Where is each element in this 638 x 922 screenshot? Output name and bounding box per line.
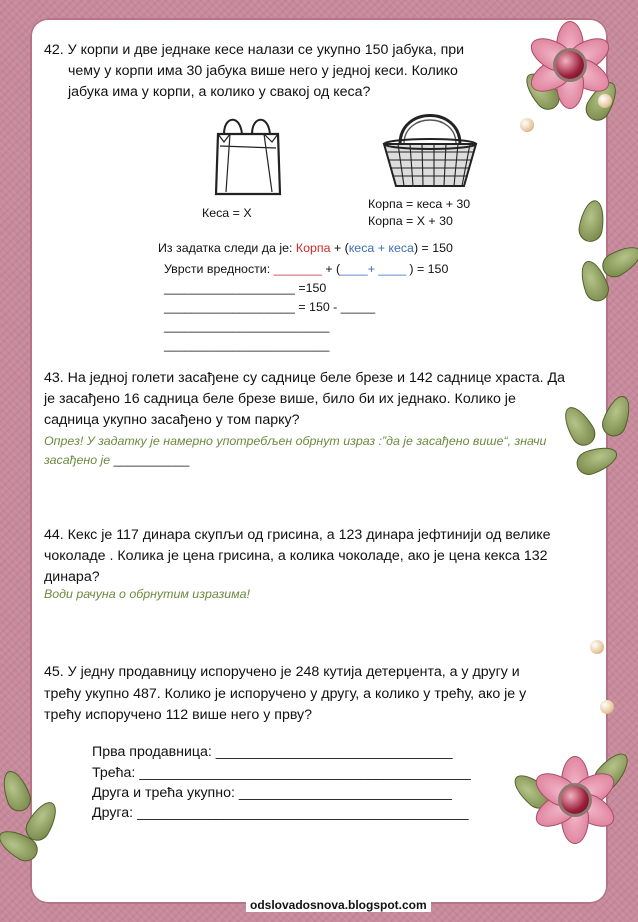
q45-row-second[interactable]: Друга: __________________________________________ bbox=[92, 805, 469, 821]
insert-plus2: + bbox=[367, 262, 379, 276]
q44-line3: динара? bbox=[44, 569, 100, 585]
q45-line2: трећу укупно 487. Колико је испоручено у другу, а колико у трећу, ако је у bbox=[44, 686, 527, 702]
bead-decoration bbox=[600, 700, 614, 714]
basket-label-1: Корпа = кеса + 30 bbox=[368, 197, 471, 211]
insert-blank-korpa[interactable]: _______ bbox=[273, 262, 322, 276]
q43-hint-line1: Опрез! У задатку је намерно употребљен обрнут израз :”да је засађено више“, значи bbox=[44, 434, 547, 448]
q45-line3: трећу испоручено 112 више него у прву? bbox=[44, 707, 313, 723]
q42-work-line3[interactable]: ________________________ bbox=[164, 319, 330, 333]
basket-label-2: Корпа = X + 30 bbox=[368, 214, 453, 228]
insert-blank-kesa2[interactable]: ____ bbox=[378, 262, 406, 276]
q43-hint-line2 bbox=[44, 450, 189, 470]
footer-url: odslovadosnova.blogspot.com bbox=[246, 898, 431, 912]
flower-bottom-right-decoration bbox=[520, 740, 630, 860]
q42-insert bbox=[164, 261, 448, 278]
q42-line1: 42. У корпи и две једнаке кесе налази се укупно 150 јабука, при bbox=[44, 42, 465, 58]
q42-follows bbox=[158, 240, 453, 257]
q44-line2: чоколаде . Колика је цена грисина, а колика чоколаде, ако је цена кекса 132 bbox=[44, 548, 548, 564]
follows-end: ) = 150 bbox=[413, 241, 453, 255]
bead-decoration bbox=[590, 640, 604, 654]
follows-prefix: Из задатка следи да је: bbox=[158, 241, 296, 255]
bead-decoration bbox=[598, 94, 612, 108]
q45-row-first-store[interactable]: Прва продавница: ______________________________ bbox=[92, 744, 453, 760]
bag-label: Кеса = X bbox=[202, 206, 252, 220]
q45-line1: 45. У једну продавницу испоручено је 248 кутија детерџента, а у другу и bbox=[44, 664, 520, 680]
q44-line1: 44. Кекс је 117 динара скупљи од грисина, а 123 динара јефтинији од велике bbox=[44, 527, 551, 543]
bead-decoration bbox=[520, 118, 534, 132]
flower-middle-right-decoration bbox=[560, 200, 638, 320]
flower-bottom-left-decoration bbox=[0, 760, 70, 870]
follows-kesa: кеса + кеса bbox=[348, 241, 414, 255]
q42-work-line4[interactable]: ________________________ bbox=[164, 338, 330, 352]
q42-line2: чему у корпи има 30 јабука више него у једној кеси. Колико bbox=[68, 63, 458, 79]
insert-prefix: Уврсти вредности: bbox=[164, 262, 274, 276]
q43-answer-blank[interactable]: ___________ bbox=[113, 453, 190, 467]
basket-illustration bbox=[380, 106, 480, 192]
insert-blank-kesa1[interactable]: ____ bbox=[340, 262, 368, 276]
q44-hint: Води рачуна о обрнутим изразима! bbox=[44, 587, 250, 601]
q43-line3: садница укупно засађено у том парку? bbox=[44, 412, 300, 428]
q42-work-line1[interactable]: ___________________ =150 bbox=[164, 281, 327, 295]
q45-row-second-third-total[interactable]: Друга и трећа укупно: ___________________________ bbox=[92, 785, 452, 801]
q43-line2: је засађено 16 садница беле брезе више, било би их једнако. Колико је bbox=[44, 391, 516, 407]
bag-illustration bbox=[210, 112, 286, 200]
follows-plus: + ( bbox=[330, 241, 349, 255]
q42-work-line2[interactable]: ___________________ = 150 - _____ bbox=[164, 300, 376, 314]
q42-line3: јабука има у корпи, а колико у свакој од кеса? bbox=[68, 84, 371, 100]
flower-right-mid-decoration bbox=[565, 395, 638, 485]
q43-hint-text: засађено је bbox=[44, 453, 114, 467]
follows-korpa: Корпа bbox=[295, 241, 331, 255]
q45-row-third[interactable]: Трећа: __________________________________________ bbox=[92, 765, 471, 781]
q43-line1: 43. На једној голети засађене су саднице беле брезе и 142 саднице храста. Да bbox=[44, 370, 566, 386]
insert-end: ) = 150 bbox=[405, 262, 449, 276]
insert-plus: + ( bbox=[321, 262, 341, 276]
